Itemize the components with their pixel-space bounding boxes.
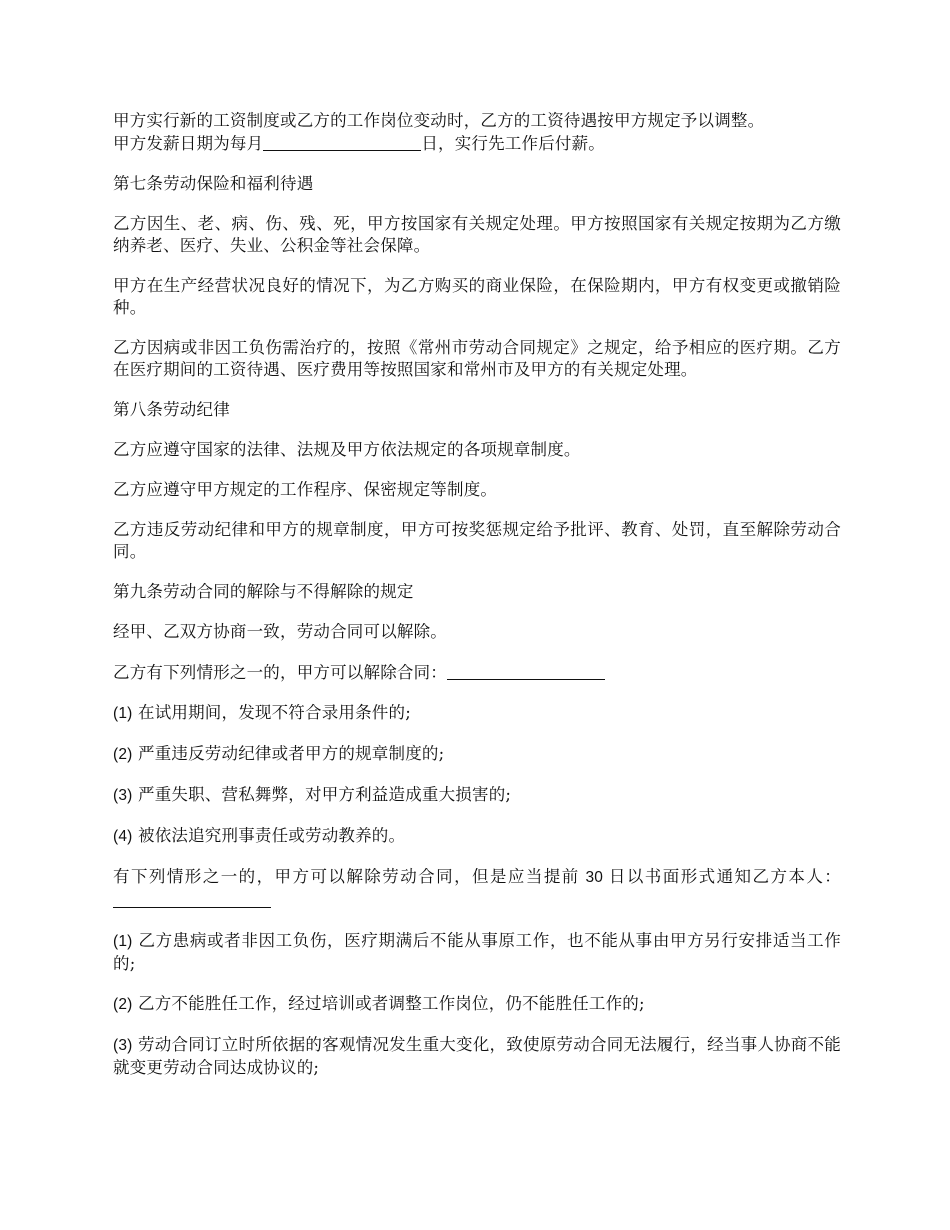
list-item [113, 702, 841, 725]
list-item-number: (4) [113, 828, 133, 845]
paragraph-discipline-violation: 乙方违反劳动纪律和甲方的规章制度，甲方可按奖惩规定给予批评、教育、处罚，直至解除劳动合同。 [113, 520, 841, 561]
paragraph-mutual-termination: 经甲、乙双方协商一致，劳动合同可以解除。 [113, 622, 447, 641]
list-item-number: (1) [113, 705, 133, 722]
paragraph-text: 甲方实行新的工资制度或乙方的工作岗位变动时，乙方的工资待遇按甲方规定予以调整。 [113, 111, 765, 130]
list-item [113, 930, 841, 975]
list-item [113, 825, 841, 848]
paragraph-medical-period: 乙方因病或非因工负伤需治疗的，按照《常州市劳动合同规定》之规定，给予相应的医疗期。乙方在医疗期间的工资待遇、医疗费用等按照国家和常州市及甲方的有关规定处理。 [113, 338, 841, 379]
fill-blank-termination[interactable] [447, 663, 605, 680]
paragraph-social-insurance: 乙方因生、老、病、伤、残、死，甲方按国家有关规定处理。甲方按照国家有关规定按期为乙方缴纳养老、医疗、失业、公积金等社会保障。 [113, 214, 841, 255]
section-heading-article-7: 第七条劳动保险和福利待遇 [113, 174, 314, 193]
list-item-text: 乙方患病或者非因工负伤，医疗期满后不能从事原工作，也不能从事由甲方另行安排适当工作的; [113, 931, 841, 973]
list-item-number: (1) [113, 933, 133, 950]
paragraph-text: 有下列情形之一的，甲方可以解除劳动合同，但是应当提前 [113, 867, 580, 886]
list-item [113, 1034, 841, 1079]
paragraph-notice-termination [113, 866, 841, 912]
fill-blank-notice[interactable] [113, 891, 271, 908]
paragraph-commercial-insurance: 甲方在生产经营状况良好的情况下，为乙方购买的商业保险，在保险期内，甲方有权变更或撤销险种。 [113, 276, 841, 317]
paragraph-salary-adjustment [113, 110, 841, 155]
list-item [113, 743, 841, 766]
list-item-text: 乙方不能胜任工作，经过培训或者调整工作岗位，仍不能胜任工作的; [132, 994, 645, 1013]
section-heading-article-8: 第八条劳动纪律 [113, 400, 230, 419]
paragraph-text: 甲方发薪日期为每月 [113, 134, 264, 153]
paragraph-obey-procedures: 乙方应遵守甲方规定的工作程序、保密规定等制度。 [113, 480, 498, 499]
list-item-text: 被依法追究刑事责任或劳动教养的。 [132, 826, 406, 845]
paragraph-termination-conditions [113, 661, 841, 684]
fill-blank-payday[interactable] [263, 134, 421, 151]
paragraph-text: 乙方有下列情形之一的，甲方可以解除合同： [113, 663, 447, 682]
notice-days: 30 [579, 869, 609, 886]
paragraph-obey-laws: 乙方应遵守国家的法律、法规及甲方依法规定的各项规章制度。 [113, 440, 581, 459]
document-page [113, 110, 841, 1097]
list-item-text: 严重失职、营私舞弊，对甲方利益造成重大损害的; [132, 785, 512, 804]
list-item [113, 993, 841, 1016]
paragraph-text: 日，实行先工作后付薪。 [421, 134, 606, 153]
list-item-text: 严重违反劳动纪律或者甲方的规章制度的; [132, 744, 445, 763]
paragraph-text: 日以书面形式通知乙方本人： [608, 867, 842, 886]
list-item-text: 劳动合同订立时所依据的客观情况发生重大变化，致使原劳动合同无法履行，经当事人协商不能就变更劳动合同达成协议的; [113, 1035, 841, 1077]
list-item-number: (3) [113, 1037, 133, 1054]
list-item-number: (2) [113, 746, 133, 763]
list-item [113, 784, 841, 807]
section-heading-article-9: 第九条劳动合同的解除与不得解除的规定 [113, 582, 414, 601]
list-item-number: (2) [113, 996, 133, 1013]
list-item-text: 在试用期间，发现不符合录用条件的; [132, 703, 411, 722]
list-item-number: (3) [113, 787, 133, 804]
